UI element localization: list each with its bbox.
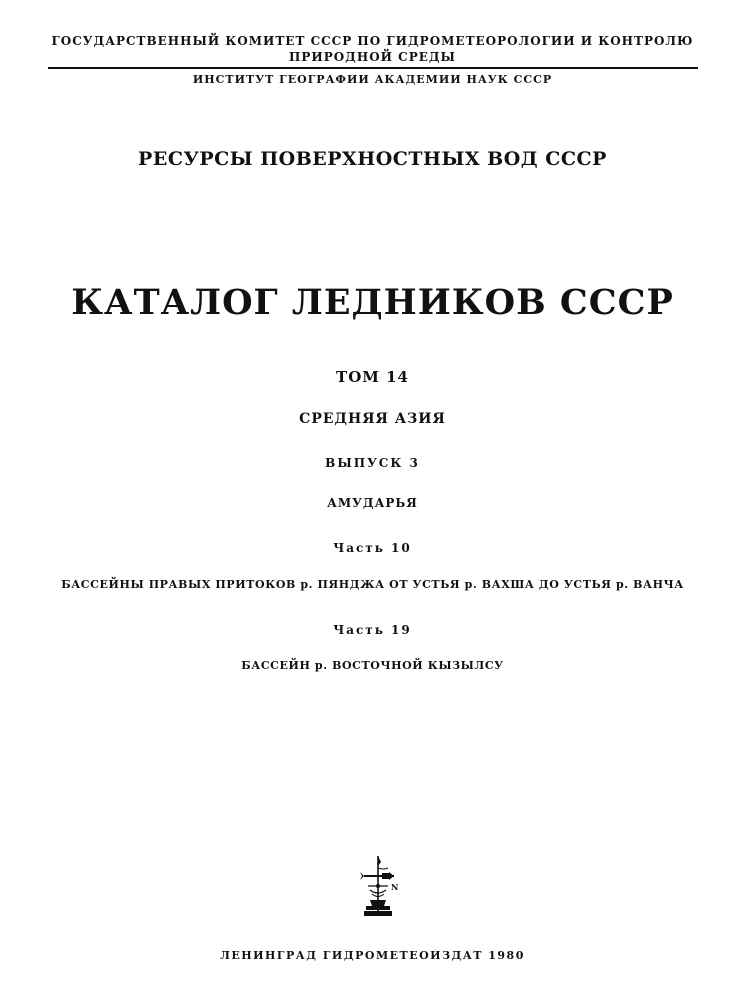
weather-vane-icon — [358, 854, 404, 920]
part-10-label: Часть 10 — [333, 541, 412, 555]
main-title: КАТАЛОГ ЛЕДНИКОВ СССР — [71, 282, 674, 323]
part-10-title: БАССЕЙНЫ ПРАВЫХ ПРИТОКОВ р. ПЯНДЖА ОТ УСТЬЯ р. ВАХША ДО УСТЬЯ р. ВАНЧА — [61, 578, 684, 591]
volume-number: ТОМ 14 — [336, 368, 409, 386]
logo-letter: N — [391, 882, 399, 892]
institute-name: ИНСТИТУТ ГЕОГРАФИИ АКАДЕМИИ НАУК СССР — [192, 73, 553, 86]
organization-line-2: ПРИРОДНОЙ СРЕДЫ — [289, 50, 456, 64]
issue-number: ВЫПУСК 3 — [325, 456, 420, 470]
series-title: РЕСУРСЫ ПОВЕРХНОСТНЫХ ВОД СССР — [138, 148, 607, 170]
header-divider — [48, 67, 698, 69]
issue-title: АМУДАРЬЯ — [327, 496, 418, 510]
part-19-title: БАССЕЙН р. ВОСТОЧНОЙ КЫЗЫЛСУ — [241, 659, 504, 672]
publisher-imprint: ЛЕНИНГРАД ГИДРОМЕТЕОИЗДАТ 1980 — [220, 949, 525, 962]
region-title: СРЕДНЯЯ АЗИЯ — [299, 411, 446, 427]
organization-line-1: ГОСУДАРСТВЕННЫЙ КОМИТЕТ СССР ПО ГИДРОМЕТЕОРОЛОГИИ И КОНТРОЛЮ — [51, 34, 694, 48]
part-19-label: Часть 19 — [333, 623, 412, 637]
